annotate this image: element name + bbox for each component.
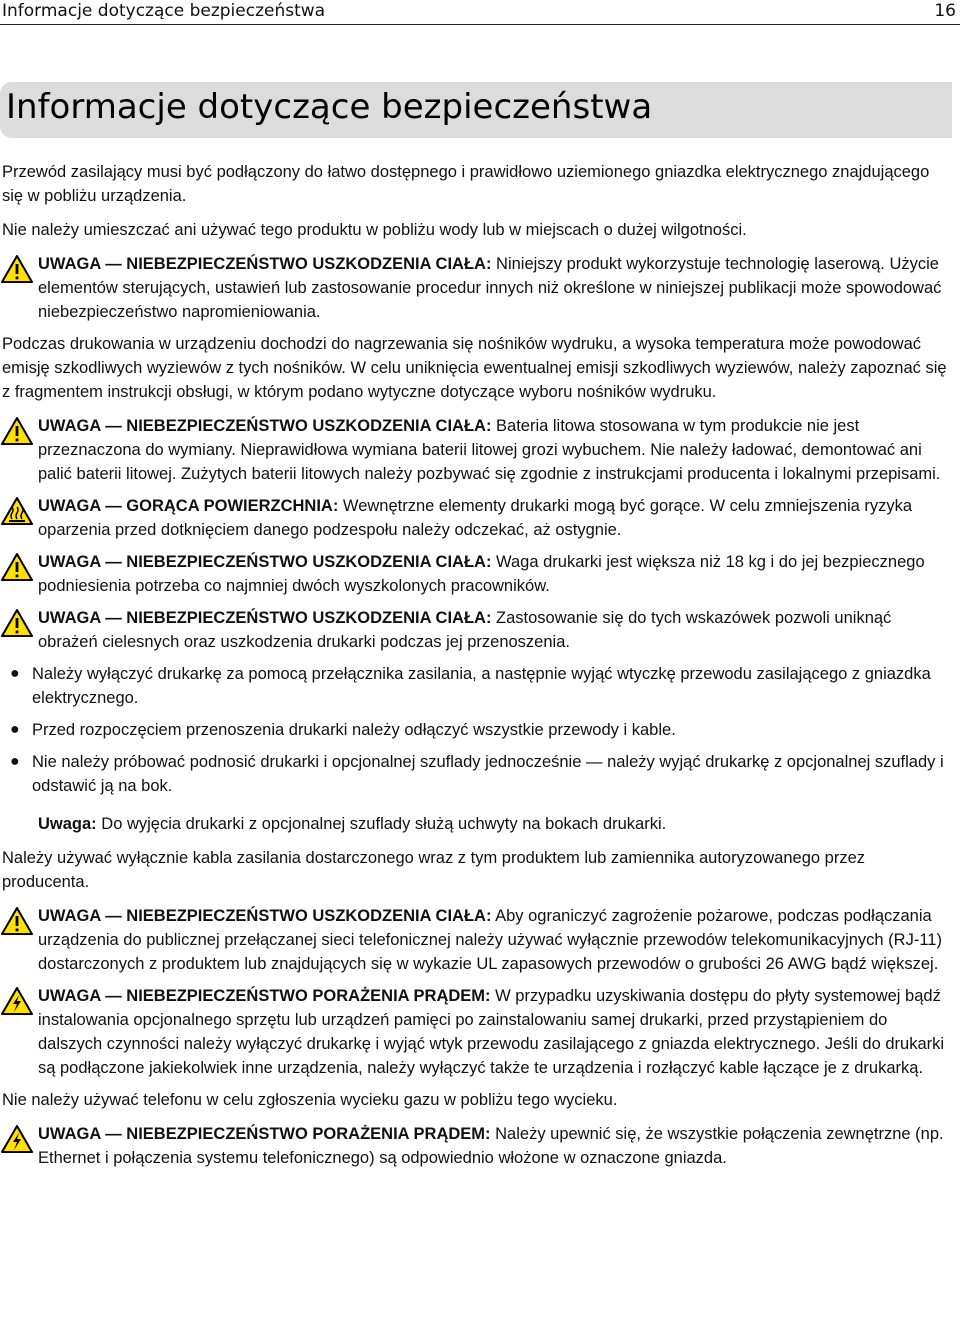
electric-shock-icon [0,1124,34,1154]
caution-note [0,904,954,976]
note-label: UWAGA — NIEBEZPIECZEŃSTWO USZKODZENIA CIAŁA: [38,255,492,273]
note [0,812,954,836]
note-text: Bateria litowa stosowana w tym produkcie nie jest przeznaczona do wymiany. Nieprawidłowa wymiana baterii litowej grozi wybuchem. Nie należy ładować, demontować ani palić baterii litowej. Zużytych baterii litowych należy pozbywać się zgodnie z instrukcjami producenta i lokalnymi przepisami. [38,417,941,483]
warning-triangle-icon [0,608,34,638]
warning-triangle-icon [0,552,34,582]
paragraph: Należy używać wyłącznie kabla zasilania dostarczonego wraz z tym produktem lub zamiennika autoryzowanego przez producenta. [2,849,865,891]
note-text: Zastosowanie się do tych wskazówek pozwoli uniknąć obrażeń cielesnych oraz uszkodzenia drukarki podczas jej przenoszenia. [38,609,892,651]
bullet-icon: ● [10,721,20,738]
electric-shock-icon [0,986,34,1016]
paragraph: Nie należy używać telefonu w celu zgłoszenia wycieku gazu w pobliżu tego wycieku. [2,1091,618,1109]
list-item-text: Nie należy próbować podnosić drukarki i opcjonalnej szuflady jednocześnie — należy wyjąć drukarkę z opcjonalnej szuflady i odstawić ją na bok. [32,753,944,795]
page-number: 16 [934,1,956,21]
shock-hazard-note [0,1122,954,1170]
list-item [0,718,954,742]
list-item-text: Należy wyłączyć drukarkę za pomocą przełącznika zasilania, a następnie wyjąć wtyczkę przewodu zasilającego z gniazdka elektrycznego. [32,665,931,707]
note-text: Niniejszy produkt wykorzystuje technologię laserową. Użycie elementów sterujących, ustawień lub zastosowanie procedur innych niż określone w niniejszej publikacji może spowodować niebezpieczeństwo napromieniowania. [38,255,942,321]
document-body [0,160,954,1178]
list-item-text: Przed rozpoczęciem przenoszenia drukarki należy odłączyć wszystkie przewody i kable. [32,721,676,739]
note-label: UWAGA — NIEBEZPIECZEŃSTWO USZKODZENIA CIAŁA: [38,907,492,925]
page-title: Informacje dotyczące bezpieczeństwa [6,87,653,127]
hot-surface-icon [0,496,34,526]
warning-triangle-icon [0,906,34,936]
list-item [0,750,954,798]
note-text: Aby ograniczyć zagrożenie pożarowe, podczas podłączania urządzenia do publicznej przełączanej sieci telefonicznej należy używać wyłącznie przewodów telekomunikacyjnych (RJ-11) dostarczonych z produktem lub znajdujących się w wykazie UL zapasowych przewodów o grubości 26 AWG bądź większej. [38,907,942,973]
caution-note [0,414,954,486]
note-text: Do wyjęcia drukarki z opcjonalnej szuflady służą uchwyty na bokach drukarki. [96,815,667,833]
paragraph: Nie należy umieszczać ani używać tego produktu w pobliżu wody lub w miejscach o dużej wilgotności. [2,221,747,239]
caution-note [0,606,954,654]
note-text: Wewnętrzne elementy drukarki mogą być gorące. W celu zmniejszenia ryzyka oparzenia przed dotknięciem danego podzespołu należy odczekać, aż ostygnie. [38,497,913,539]
page-title-band [0,82,952,138]
list-item [0,662,954,710]
note-label: UWAGA — NIEBEZPIECZEŃSTWO USZKODZENIA CIAŁA: [38,553,492,571]
note-label: Uwaga: [38,815,97,833]
note-text: W przypadku uzyskiwania dostępu do płyty systemowej bądź instalowania opcjonalnego sprzętu lub urządzeń pamięci po zainstalowaniu samej drukarki, przed przystąpieniem do dalszych czynności należy wyłączyć drukarkę i wyjąć wtyk przewodu zasilającego z gniazda elektrycznego. Jeśli do drukarki są podłączone jakiekolwiek inne urządzenia, należy wyłączyć także te urządzenia i rozłączyć kable łączące je z drukarką. [38,987,945,1077]
paragraph: Podczas drukowania w urządzeniu dochodzi do nagrzewania się nośników wydruku, a wysoka temperatura może powodować emisję szkodliwych wyziewów z tych nośników. W celu uniknięcia ewentualnej emisji szkodliwych wyziewów, należy zapoznać się z fragmentem instrukcji obsługi, w którym podano wytyczne dotyczące wyboru nośników wydruku. [2,335,947,401]
note-label: UWAGA — NIEBEZPIECZEŃSTWO PORAŻENIA PRĄDEM: [38,1125,491,1143]
note-text: Należy upewnić się, że wszystkie połączenia zewnętrzne (np. Ethernet i połączenia systemu telefonicznego) są odpowiednio włożone w oznaczone gniazda. [38,1125,944,1167]
note-label: UWAGA — NIEBEZPIECZEŃSTWO PORAŻENIA PRĄDEM: [38,987,491,1005]
paragraph: Przewód zasilający musi być podłączony do łatwo dostępnego i prawidłowo uziemionego gniazdka elektrycznego znajdującego się w pobliżu urządzenia. [2,163,930,205]
note-label: UWAGA — NIEBEZPIECZEŃSTWO USZKODZENIA CIAŁA: [38,609,492,627]
caution-note [0,252,954,324]
note-text: Waga drukarki jest większa niż 18 kg i do jej bezpiecznego podniesienia potrzeba co najmniej dwóch wyszkolonych pracowników. [38,553,925,595]
header-title: Informacje dotyczące bezpieczeństwa [2,1,326,21]
note-label: UWAGA — NIEBEZPIECZEŃSTWO USZKODZENIA CIAŁA: [38,417,492,435]
note-label: UWAGA — GORĄCA POWIERZCHNIA: [38,497,339,515]
bullet-icon: ● [10,753,20,770]
warning-triangle-icon [0,416,34,446]
hot-surface-note [0,494,954,542]
warning-triangle-icon [0,254,34,284]
shock-hazard-note [0,984,954,1080]
caution-note [0,550,954,598]
running-header [0,0,960,25]
bullet-icon: ● [10,665,20,682]
